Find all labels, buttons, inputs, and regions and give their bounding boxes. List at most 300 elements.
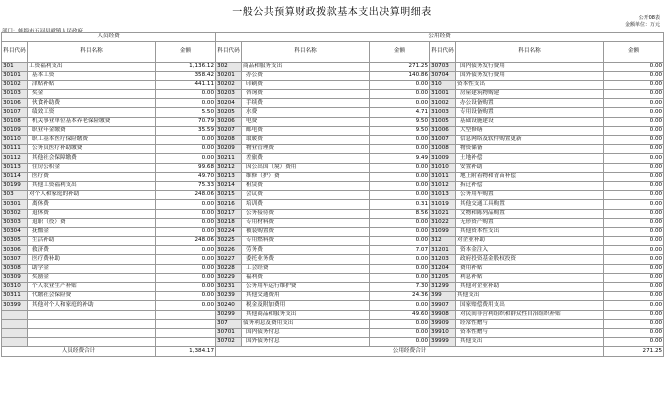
code-cell: 310 <box>430 80 456 89</box>
code-cell: 30110 <box>2 136 28 145</box>
code-cell: 30240 <box>216 301 242 310</box>
table-row <box>2 117 664 126</box>
amount-cell: 271.25 <box>370 62 430 71</box>
name-cell: 资本性支出 <box>456 80 604 89</box>
amount-cell: 0.00 <box>156 136 216 145</box>
code-cell: 30306 <box>2 246 28 255</box>
code-cell: 31201 <box>430 246 456 255</box>
amount-cell: 24.36 <box>370 292 430 301</box>
name-cell: 手续费 <box>242 99 370 108</box>
code-cell: 30305 <box>2 237 28 246</box>
name-cell: 其他对企业补助 <box>456 283 604 292</box>
table-row <box>2 246 664 255</box>
code-cell: 30309 <box>2 273 28 282</box>
amount-cell: 441.11 <box>156 80 216 89</box>
code-cell: 31204 <box>430 264 456 273</box>
name-cell: 其他交通工具购置 <box>456 200 604 209</box>
name-cell: 津贴补贴 <box>28 80 156 89</box>
amount-cell: 0.00 <box>604 255 664 264</box>
code-cell: 31019 <box>430 200 456 209</box>
amount-cell: 0.00 <box>370 237 430 246</box>
code-cell: 30703 <box>430 62 456 71</box>
amount-cell: 0.00 <box>604 145 664 154</box>
amount-cell: 0.00 <box>156 283 216 292</box>
code-cell: 30101 <box>2 71 28 80</box>
table-row <box>2 264 664 273</box>
amount-cell: 49.60 <box>370 310 430 319</box>
name-cell: 住房公积金 <box>28 163 156 172</box>
code-cell: 30215 <box>216 191 242 200</box>
code-cell: 39908 <box>430 310 456 319</box>
code-cell: 30217 <box>216 209 242 218</box>
code-cell: 30299 <box>216 310 242 319</box>
amount-cell: 0.00 <box>156 200 216 209</box>
name-cell: 绩效工资 <box>28 108 156 117</box>
name-cell <box>28 338 156 347</box>
table-row <box>2 292 664 301</box>
code-cell: 30310 <box>2 283 28 292</box>
name-cell: 无形资产购置 <box>456 218 604 227</box>
name-cell: 福利费 <box>242 273 370 282</box>
name-cell: 救济费 <box>28 246 156 255</box>
code-cell: 30102 <box>2 80 28 89</box>
code-cell: 30226 <box>216 246 242 255</box>
code-cell: 30208 <box>216 136 242 145</box>
name-cell: 物资储备 <box>456 145 604 154</box>
code-cell: 31021 <box>430 209 456 218</box>
code-cell: 31006 <box>430 126 456 135</box>
amount-cell: 7.07 <box>370 246 430 255</box>
code-cell: 30229 <box>216 273 242 282</box>
amount-cell: 0.00 <box>156 246 216 255</box>
amount-cell: 140.86 <box>370 71 430 80</box>
name-cell: 安置补助 <box>456 163 604 172</box>
amount-cell <box>156 338 216 347</box>
table-row <box>2 218 664 227</box>
name-cell: 其他商品和服务支出 <box>242 310 370 319</box>
code-cell: 30231 <box>216 283 242 292</box>
name-cell: 土地补偿 <box>456 154 604 163</box>
amount-cell: 0.00 <box>370 191 430 200</box>
expenditure-table <box>1 32 664 357</box>
table-row <box>2 328 664 337</box>
name-cell: 专用材料费 <box>242 218 370 227</box>
code-cell: 31299 <box>430 283 456 292</box>
name-cell: 国内债务付息 <box>242 328 370 337</box>
name-cell: 公务接待费 <box>242 209 370 218</box>
name-cell: 退休费 <box>28 209 156 218</box>
amount-cell: 248.06 <box>156 191 216 200</box>
amount-cell: 0.00 <box>370 319 430 328</box>
col-amount-header: 金额 <box>156 41 216 62</box>
name-cell: 对企业补助 <box>456 237 604 246</box>
name-cell: 经常性赠与 <box>456 319 604 328</box>
page-title: 一般公共预算财政拨款基本支出决算明细表 <box>232 7 432 18</box>
amount-cell: 0.00 <box>370 136 430 145</box>
name-cell: 取暖费 <box>242 136 370 145</box>
name-cell: 会议费 <box>242 191 370 200</box>
amount-cell: 99.68 <box>156 163 216 172</box>
table-row <box>2 154 664 163</box>
code-cell <box>2 328 28 337</box>
code-cell: 307 <box>216 319 242 328</box>
name-cell: 被装购置费 <box>242 227 370 236</box>
amount-cell: 0.00 <box>156 154 216 163</box>
table-row <box>2 108 664 117</box>
amount-cell: 0.00 <box>156 264 216 273</box>
amount-cell: 0.00 <box>604 99 664 108</box>
amount-cell: 0.00 <box>156 273 216 282</box>
code-cell: 30212 <box>216 163 242 172</box>
code-cell: 30216 <box>216 200 242 209</box>
table-row <box>2 209 664 218</box>
table-row <box>2 273 664 282</box>
code-cell: 30211 <box>216 154 242 163</box>
name-cell: 助学金 <box>28 264 156 273</box>
amount-cell: 0.00 <box>156 99 216 108</box>
amount-cell: 49.70 <box>156 172 216 181</box>
name-cell: 电费 <box>242 117 370 126</box>
amount-cell: 0.31 <box>370 200 430 209</box>
code-cell: 30227 <box>216 255 242 264</box>
amount-cell: 0.00 <box>604 181 664 190</box>
name-cell: 退职（役）费 <box>28 218 156 227</box>
code-cell: 30109 <box>2 126 28 135</box>
amount-cell: 0.00 <box>604 246 664 255</box>
table-row <box>2 71 664 80</box>
name-cell: 印刷费 <box>242 80 370 89</box>
name-cell: 公务员医疗补助缴费 <box>28 145 156 154</box>
amount-cell: 0.00 <box>156 227 216 236</box>
table-row <box>2 172 664 181</box>
amount-cell: 0.00 <box>604 310 664 319</box>
name-cell: 个人农业生产补贴 <box>28 283 156 292</box>
name-cell: 利息补贴 <box>456 273 604 282</box>
table-row <box>2 90 664 99</box>
name-cell: 办公费 <box>242 71 370 80</box>
code-cell <box>2 319 28 328</box>
code-cell: 39999 <box>430 338 456 347</box>
code-cell: 30114 <box>2 172 28 181</box>
name-cell: 对个人和家庭的补助 <box>28 191 156 200</box>
table-row <box>2 310 664 319</box>
code-cell: 31001 <box>430 90 456 99</box>
code-cell: 31010 <box>430 163 456 172</box>
name-cell: 邮电费 <box>242 126 370 135</box>
personnel-total-label: 人员经费合计 <box>2 347 156 357</box>
table-row <box>2 255 664 264</box>
col-code-header: 科目代码 <box>216 41 242 62</box>
amount-cell <box>156 310 216 319</box>
code-cell: 30205 <box>216 108 242 117</box>
code-cell: 30307 <box>2 255 28 264</box>
amount-cell: 0.00 <box>156 209 216 218</box>
code-cell: 31008 <box>430 145 456 154</box>
name-cell: 基本工资 <box>28 71 156 80</box>
name-cell: 抚恤金 <box>28 227 156 236</box>
amount-cell: 0.00 <box>604 273 664 282</box>
code-cell: 31003 <box>430 108 456 117</box>
name-cell: 公务用车运行维护费 <box>242 283 370 292</box>
amount-cell: 0.00 <box>604 209 664 218</box>
code-cell: 30106 <box>2 99 28 108</box>
table-row <box>2 62 664 71</box>
name-cell: 对民间非营利组织和群众性自治组织补贴 <box>456 310 604 319</box>
name-cell: 医疗费 <box>28 172 156 181</box>
amount-cell: 0.00 <box>156 292 216 301</box>
name-cell: 机关事业单位基本养老保险缴费 <box>28 117 156 126</box>
code-cell: 31011 <box>430 172 456 181</box>
amount-cell: 0.00 <box>370 264 430 273</box>
table-row <box>2 136 664 145</box>
table-row <box>2 80 664 89</box>
amount-cell: 0.00 <box>604 218 664 227</box>
name-cell: 生活补助 <box>28 237 156 246</box>
amount-cell: 0.00 <box>604 172 664 181</box>
name-cell: 咨询费 <box>242 90 370 99</box>
amount-cell: 75.33 <box>156 181 216 190</box>
totals-row <box>2 347 664 357</box>
code-cell: 30228 <box>216 264 242 273</box>
code-cell: 31002 <box>430 99 456 108</box>
code-cell: 30206 <box>216 117 242 126</box>
name-cell: 大型修缮 <box>456 126 604 135</box>
amount-cell: 0.00 <box>156 255 216 264</box>
amount-cell: 0.00 <box>156 301 216 310</box>
code-cell: 30214 <box>216 181 242 190</box>
amount-cell: 0.00 <box>370 172 430 181</box>
code-cell: 303 <box>2 191 28 200</box>
name-cell: 其他对个人和家庭的补助 <box>28 301 156 310</box>
col-code-header: 科目代码 <box>430 41 456 62</box>
code-cell: 30224 <box>216 227 242 236</box>
amount-cell: 0.00 <box>370 163 430 172</box>
amount-cell: 0.00 <box>604 154 664 163</box>
name-cell: 资本性赠与 <box>456 328 604 337</box>
unit-label: 金额单位：万元 <box>624 22 660 28</box>
code-cell: 30218 <box>216 218 242 227</box>
amount-cell: 0.00 <box>370 338 430 347</box>
code-cell <box>2 338 28 347</box>
code-cell: 399 <box>430 292 456 301</box>
amount-cell <box>156 328 216 337</box>
name-cell: 政府投资基金股权投资 <box>456 255 604 264</box>
code-cell: 31012 <box>430 181 456 190</box>
name-cell: 债务利息及费用支出 <box>242 319 370 328</box>
code-cell: 30111 <box>2 145 28 154</box>
code-cell: 30213 <box>216 172 242 181</box>
name-cell: 办公设备购置 <box>456 99 604 108</box>
name-cell <box>28 328 156 337</box>
name-cell: 国内债务发行费用 <box>456 62 604 71</box>
amount-cell: 0.00 <box>370 227 430 236</box>
table-row <box>2 283 664 292</box>
name-cell: 医疗费补助 <box>28 255 156 264</box>
amount-cell: 0.00 <box>370 90 430 99</box>
code-cell: 30209 <box>216 145 242 154</box>
amount-cell: 0.00 <box>604 227 664 236</box>
form-code: 公开08表 <box>638 15 660 21</box>
amount-cell: 9.49 <box>370 154 430 163</box>
amount-cell: 8.56 <box>370 209 430 218</box>
amount-cell: 0.00 <box>604 338 664 347</box>
code-cell: 31205 <box>430 273 456 282</box>
amount-cell: 0.00 <box>156 145 216 154</box>
amount-cell: 0.00 <box>604 200 664 209</box>
code-cell: 39907 <box>430 301 456 310</box>
name-cell: 维修（护）费 <box>242 172 370 181</box>
code-cell: 30308 <box>2 264 28 273</box>
personnel-total-value: 1,384.17 <box>156 347 216 357</box>
table-row <box>2 181 664 190</box>
table-row <box>2 227 664 236</box>
amount-cell: 70.79 <box>156 117 216 126</box>
amount-cell: 0.00 <box>370 80 430 89</box>
code-cell: 30204 <box>216 99 242 108</box>
amount-cell: 0.00 <box>604 301 664 310</box>
amount-cell: 0.00 <box>156 90 216 99</box>
amount-cell: 0.00 <box>370 273 430 282</box>
name-cell: 劳务费 <box>242 246 370 255</box>
name-cell: 其他工资福利支出 <box>28 181 156 190</box>
table-row <box>2 126 664 135</box>
amount-cell: 0.00 <box>604 90 664 99</box>
amount-cell: 358.42 <box>156 71 216 80</box>
name-cell: 工会经费 <box>242 264 370 273</box>
name-cell: 奖励金 <box>28 273 156 282</box>
name-cell: 基础设施建设 <box>456 117 604 126</box>
amount-cell: 5.50 <box>156 108 216 117</box>
name-cell: 国家赔偿费用支出 <box>456 301 604 310</box>
amount-cell: 0.00 <box>370 99 430 108</box>
code-cell: 31099 <box>430 227 456 236</box>
code-cell: 39910 <box>430 328 456 337</box>
public-total-label: 公用经费合计 <box>216 347 604 357</box>
name-cell: 其他交通费用 <box>242 292 370 301</box>
name-cell: 租赁费 <box>242 181 370 190</box>
code-cell: 30301 <box>2 200 28 209</box>
amount-cell <box>156 319 216 328</box>
name-cell: 工资福利支出 <box>28 62 156 71</box>
name-cell: 税金及附加费用 <box>242 301 370 310</box>
code-cell: 31203 <box>430 255 456 264</box>
code-cell: 302 <box>216 62 242 71</box>
amount-cell: 7.30 <box>370 283 430 292</box>
name-cell: 其他社会保障缴费 <box>28 154 156 163</box>
name-cell: 专用设备购置 <box>456 108 604 117</box>
code-cell: 30201 <box>216 71 242 80</box>
name-cell: 水费 <box>242 108 370 117</box>
code-cell <box>2 310 28 319</box>
code-cell: 30112 <box>2 154 28 163</box>
table-row <box>2 319 664 328</box>
name-cell: 地上附着物和青苗补偿 <box>456 172 604 181</box>
name-cell: 职业年金缴费 <box>28 126 156 135</box>
amount-cell: 0.00 <box>370 218 430 227</box>
amount-cell: 0.00 <box>604 237 664 246</box>
code-cell: 301 <box>2 62 28 71</box>
name-cell: 费用补贴 <box>456 264 604 273</box>
name-cell: 伙食补助费 <box>28 99 156 108</box>
col-name-header: 科目名称 <box>242 41 370 62</box>
name-cell: 专用燃料费 <box>242 237 370 246</box>
amount-cell: 0.00 <box>370 301 430 310</box>
col-code-header: 科目代码 <box>2 41 28 62</box>
code-cell: 30203 <box>216 90 242 99</box>
table-row <box>2 301 664 310</box>
table-row <box>2 338 664 347</box>
name-cell: 商品和服务支出 <box>242 62 370 71</box>
name-cell: 公务用车购置 <box>456 191 604 200</box>
amount-cell: 0.00 <box>370 181 430 190</box>
amount-cell: 0.00 <box>604 319 664 328</box>
table-row <box>2 200 664 209</box>
amount-cell: 0.00 <box>604 62 664 71</box>
col-name-header: 科目名称 <box>28 41 156 62</box>
table-row <box>2 237 664 246</box>
amount-cell: 0.00 <box>604 292 664 301</box>
public-total-value: 271.25 <box>604 347 664 357</box>
code-cell: 30103 <box>2 90 28 99</box>
amount-cell: 0.00 <box>604 191 664 200</box>
code-cell: 30302 <box>2 209 28 218</box>
name-cell: 委托业务费 <box>242 255 370 264</box>
name-cell: 职工基本医疗保险缴费 <box>28 136 156 145</box>
code-cell: 31007 <box>430 136 456 145</box>
amount-cell: 35.59 <box>156 126 216 135</box>
name-cell: 信息网络及软件购置更新 <box>456 136 604 145</box>
name-cell: 物业管理费 <box>242 145 370 154</box>
amount-cell: 0.00 <box>604 283 664 292</box>
code-cell: 30108 <box>2 117 28 126</box>
name-cell <box>28 319 156 328</box>
code-cell: 39909 <box>430 319 456 328</box>
code-cell: 31022 <box>430 218 456 227</box>
public-header: 公用经费 <box>216 33 664 42</box>
table-row <box>2 191 664 200</box>
code-cell: 30311 <box>2 292 28 301</box>
code-cell: 30202 <box>216 80 242 89</box>
amount-cell: 0.00 <box>604 126 664 135</box>
code-cell: 30701 <box>216 328 242 337</box>
amount-cell: 0.00 <box>604 163 664 172</box>
name-cell: 其他支出 <box>456 338 604 347</box>
amount-cell: 1,136.12 <box>156 62 216 71</box>
name-cell: 房屋建筑物购建 <box>456 90 604 99</box>
code-cell: 31005 <box>430 117 456 126</box>
table-row <box>2 99 664 108</box>
table-row <box>2 163 664 172</box>
amount-cell: 9.50 <box>370 126 430 135</box>
name-cell: 代缴社会保险费 <box>28 292 156 301</box>
table-body <box>2 62 664 347</box>
amount-cell: 0.00 <box>156 218 216 227</box>
amount-cell: 0.00 <box>604 264 664 273</box>
table-row <box>2 145 664 154</box>
amount-cell: 0.00 <box>370 328 430 337</box>
name-cell: 差旅费 <box>242 154 370 163</box>
col-name-header: 科目名称 <box>456 41 604 62</box>
code-cell: 30225 <box>216 237 242 246</box>
col-amount-header: 金额 <box>370 41 430 62</box>
name-cell <box>28 310 156 319</box>
code-cell: 30399 <box>2 301 28 310</box>
name-cell: 其他支出 <box>456 292 604 301</box>
name-cell: 离休费 <box>28 200 156 209</box>
code-cell: 312 <box>430 237 456 246</box>
code-cell: 30199 <box>2 181 28 190</box>
name-cell: 拆迁补偿 <box>456 181 604 190</box>
